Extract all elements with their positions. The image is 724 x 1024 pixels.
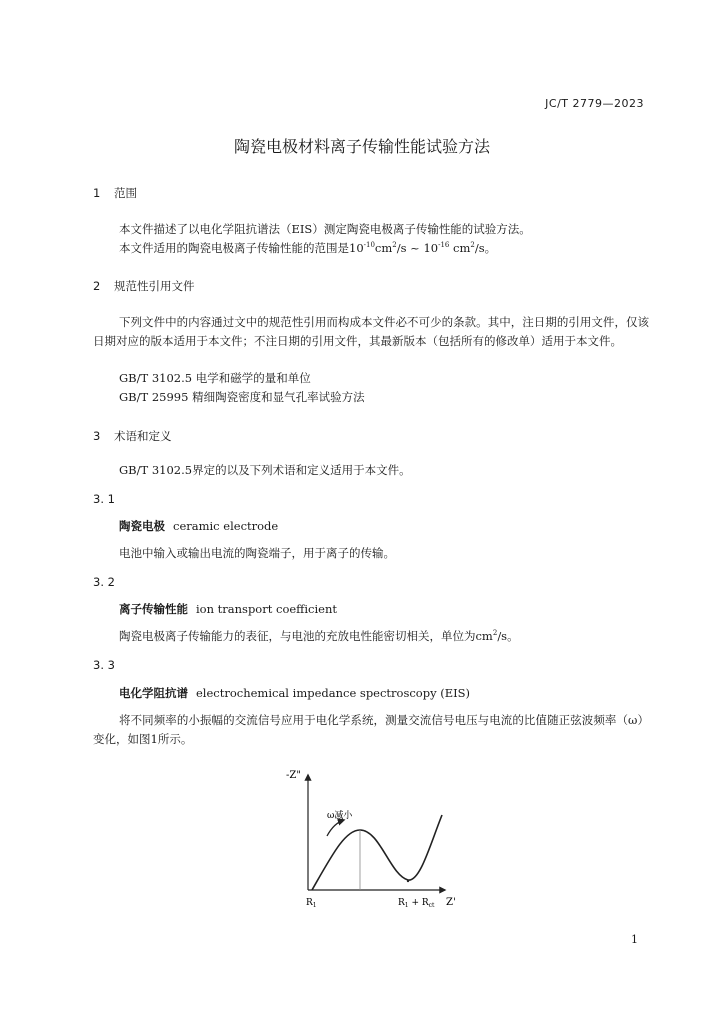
term-chinese: 电化学阻抗谱 [119, 686, 188, 700]
text-run: cm [449, 241, 471, 255]
section-1-paragraph-1: 本文件描述了以电化学阻抗谱法（EIS）测定陶瓷电极离子传输性能的试验方法。 [119, 222, 531, 236]
exponent: -10 [363, 241, 375, 250]
section-3-intro: GB/T 3102.5界定的以及下列术语和定义适用于本文件。 [119, 463, 411, 477]
term-chinese: 离子传输性能 [119, 602, 188, 616]
text-run: 陶瓷电极离子传输能力的表征，与电池的充放电性能密切相关，单位为cm [119, 629, 493, 643]
page-number: 1 [631, 933, 638, 946]
term-3-1-entry [119, 518, 278, 534]
term-3-2-entry [119, 601, 337, 617]
text-run: 本文件适用的陶瓷电极离子传输性能的范围是10 [119, 241, 364, 255]
impedance-curve [312, 815, 442, 890]
term-english: ceramic electrode [173, 519, 279, 533]
section-3-heading [93, 428, 172, 444]
exponent: 2 [470, 241, 475, 250]
exponent: -16 [438, 241, 450, 250]
term-3-1-definition: 电池中输入或输出电流的陶瓷端子，用于离子的传输。 [119, 546, 395, 560]
omega-decrease-label: ω减小 [327, 811, 353, 821]
x-axis-label: Z' [446, 897, 456, 908]
term-chinese: 陶瓷电极 [119, 519, 165, 533]
minimum-point [407, 880, 409, 882]
reference-item: GB/T 3102.5 电学和磁学的量和单位 [119, 371, 311, 385]
standard-code: JC/T 2779—2023 [545, 97, 644, 110]
frequency-arrow-icon [327, 820, 344, 836]
section-title: 规范性引用文件 [114, 279, 195, 293]
term-3-3-definition: 将不同频率的小振幅的交流信号应用于电化学系统，测量交流信号电压与电流的比值随正弦波频率（ω）变化，如图1所示。 [93, 713, 649, 746]
section-2-heading [93, 278, 195, 294]
term-3-2-number: 3. 2 [93, 575, 115, 589]
section-title: 术语和定义 [114, 429, 172, 443]
exponent: 2 [492, 629, 498, 638]
section-number: 3 [93, 429, 101, 443]
term-3-3-entry [119, 685, 470, 701]
section-title: 范围 [114, 186, 137, 200]
section-1-paragraph-2 [119, 240, 496, 256]
term-3-1-number: 3. 1 [93, 492, 115, 506]
section-number: 2 [93, 279, 101, 293]
term-3-3-number: 3. 3 [93, 658, 115, 672]
section-2-intro: 下列文件中的内容通过文中的规范性引用而构成本文件必不可少的条款。其中，注日期的引用文件，仅该日期对应的版本适用于本文件；不注日期的引用文件，其最新版本（包括所有的修改单）适用于本文件。 [93, 315, 649, 348]
exponent: 2 [392, 241, 397, 250]
term-english: ion transport coefficient [196, 602, 337, 616]
text-run: cm [374, 241, 393, 255]
y-axis-label: -Z" [286, 770, 301, 781]
term-3-2-definition [119, 628, 519, 644]
eis-nyquist-figure [270, 760, 470, 915]
section-1-heading [93, 185, 137, 201]
text-run: /s ~ 10 [396, 241, 439, 255]
text-run: /s。 [474, 241, 497, 255]
document-title: 陶瓷电极材料离子传输性能试验方法 [233, 137, 490, 156]
reference-item: GB/T 25995 精细陶瓷密度和显气孔率试验方法 [119, 390, 365, 404]
section-number: 1 [93, 186, 101, 200]
r1-label: $R_1$ [306, 898, 317, 909]
text-run: /s。 [497, 629, 519, 643]
term-english: electrochemical impedance spectroscopy (EIS) [196, 686, 471, 700]
r1-plus-rct-label: $R_1 + R_{ct}$ [398, 898, 435, 909]
